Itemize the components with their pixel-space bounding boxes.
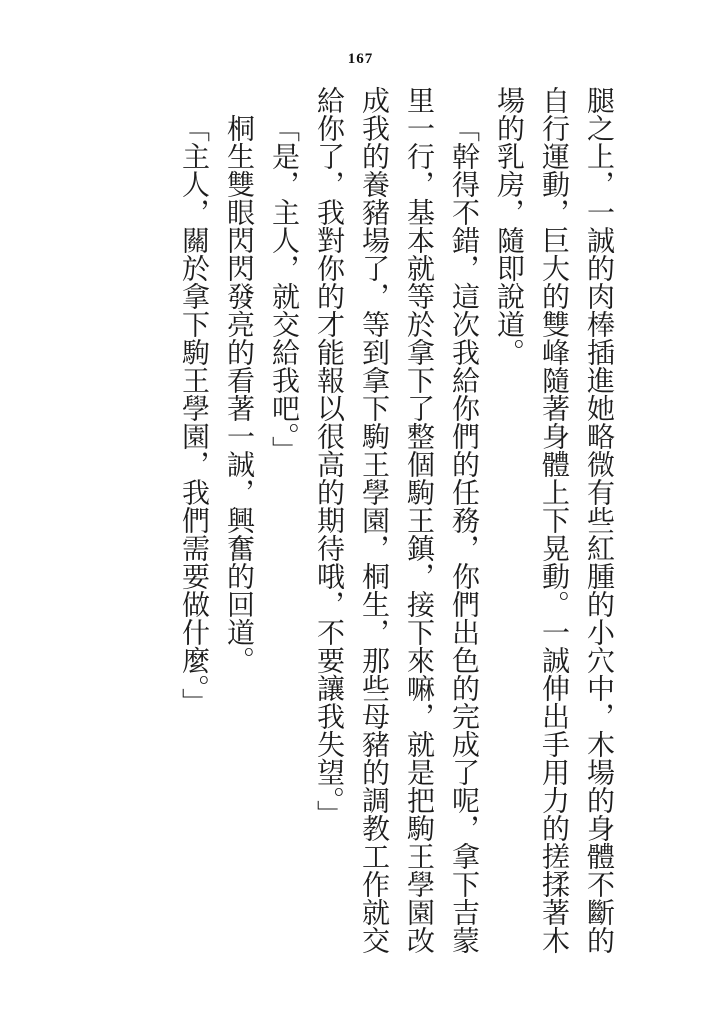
paragraph: 「幹得不錯，這次我給你們的任務，你們出色的完成了呢，拿下吉蒙里一行，基本就等於拿下了整個駒王鎮，接下來嘛，就是把駒王學園改成我的養豬場了，等到拿下駒王學園，桐生，那些母豬的調教工作就交給你了，我對你的才能報以很高的期待哦，不要讓我失望。」: [313, 86, 479, 954]
body-text: [171, 86, 621, 978]
page-number: 167: [347, 51, 374, 67]
paragraph: 「主人，關於拿下駒王學園，我們需要做什麼。」: [178, 114, 209, 716]
paragraph: 「是，主人，就交給我吧。」: [268, 114, 299, 464]
paragraph: 桐生雙眼閃閃發亮的看著一誠，興奮的回道。: [223, 114, 254, 674]
paragraph: 腿之上，一誠的肉棒插進她略微有些紅腫的小穴中，木場的身體不斷的自行運動，巨大的雙峰隨著身體上下晃動。一誠伸出手用力的搓揉著木場的乳房，隨即說道。: [493, 86, 614, 954]
